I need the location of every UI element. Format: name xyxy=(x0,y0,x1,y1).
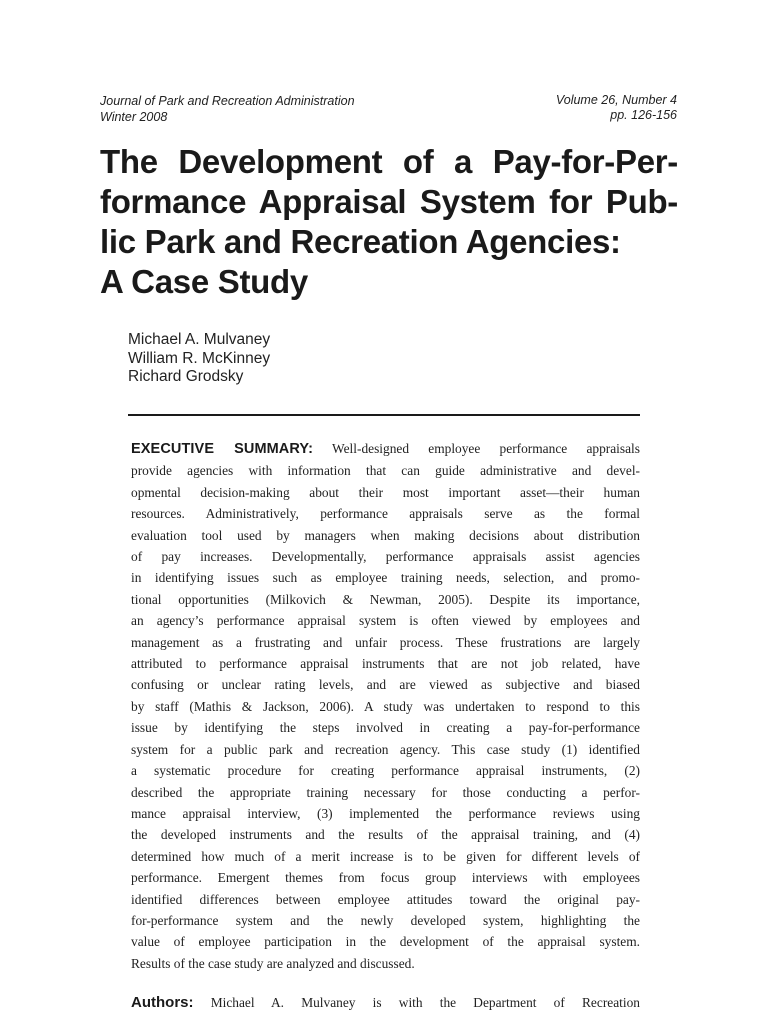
journal-season: Winter 2008 xyxy=(100,110,168,124)
volume-number: Volume 26, Number 4 xyxy=(555,93,677,107)
abstract-line: confusing or unclear rating levels, and are viewed as subjective and biased xyxy=(131,677,640,693)
abstract-line: attributed to performance appraisal instruments that are not job related, have xyxy=(131,656,640,672)
author-name: Richard Grodsky xyxy=(128,368,244,385)
authors-note-line xyxy=(131,992,640,1013)
abstract-line: opmental decision-making about their most important asset—their human xyxy=(131,484,640,500)
journal-info xyxy=(100,93,355,125)
abstract-line: Results of the case study are analyzed and discussed. xyxy=(131,955,415,971)
abstract-line xyxy=(131,438,640,460)
abstract-line: described the appropriate training necessary for those conducting a perfor- xyxy=(131,784,640,800)
title-line: formance Appraisal System for Pub- xyxy=(100,183,678,220)
section-divider xyxy=(128,414,640,416)
journal-name: Journal of Park and Recreation Administration xyxy=(100,94,355,108)
issue-info xyxy=(556,93,677,122)
abstract-line: management as a frustrating and unfair process. These frustrations are largely xyxy=(131,634,640,650)
authors-note xyxy=(131,992,640,1013)
abstract-line: in identifying issues such as employee training needs, selection, and promo- xyxy=(131,570,640,586)
authors-note-heading: Authors: xyxy=(131,994,194,1011)
abstract-line: issue by identifying the steps involved in creating a pay-for-performance xyxy=(131,720,640,736)
abstract-line: performance. Emergent themes from focus group interviews with employees xyxy=(131,870,640,886)
page-range: pp. 126-156 xyxy=(610,107,677,122)
abstract-line: identified differences between employee attitudes toward the original pay- xyxy=(131,891,640,907)
author-name: Michael A. Mulvaney xyxy=(128,331,271,348)
author-name: William R. McKinney xyxy=(128,349,271,367)
title-line: lic Park and Recreation Agencies: xyxy=(100,223,621,260)
authors-note-text: Michael A. Mulvaney is with the Department of Recreation xyxy=(210,995,640,1010)
executive-summary xyxy=(131,438,640,974)
abstract-line: determined how much of a merit increase is to be given for different levels of xyxy=(131,848,640,864)
abstract-line: mance appraisal interview, (3) implemented the performance reviews using xyxy=(131,805,640,821)
title-line: A Case Study xyxy=(100,263,308,300)
abstract-text: Well-designed employee performance appraisals xyxy=(332,441,640,456)
abstract-line: provide agencies with information that can guide administrative and devel- xyxy=(131,463,640,479)
abstract-line: system for a public park and recreation agency. This case study (1) identified xyxy=(131,741,640,757)
abstract-line: a systematic procedure for creating performance appraisal instruments, (2) xyxy=(131,763,640,779)
abstract-line: tional opportunities (Milkovich & Newman, 2005). Despite its importance, xyxy=(131,591,640,607)
abstract-line: evaluation tool used by managers when making decisions about distribution xyxy=(131,527,640,543)
article-title xyxy=(100,142,678,302)
abstract-line: resources. Administratively, performance appraisals serve as the formal xyxy=(131,506,640,522)
abstract-line: an agency’s performance appraisal system is often viewed by employees and xyxy=(131,613,640,629)
title-line: The Development of a Pay-for-Per- xyxy=(100,143,678,180)
executive-summary-heading: EXECUTIVE SUMMARY: xyxy=(131,441,314,457)
abstract-line: for-performance system and the newly developed system, highlighting the xyxy=(131,912,640,928)
abstract-line: the developed instruments and the results of the appraisal training, and (4) xyxy=(131,827,640,843)
abstract-line: of pay increases. Developmentally, performance appraisals assist agencies xyxy=(131,549,640,565)
abstract-line: value of employee participation in the development of the appraisal system. xyxy=(131,934,640,950)
abstract-line: by staff (Mathis & Jackson, 2006). A study was undertaken to respond to this xyxy=(131,698,640,714)
author-list xyxy=(128,331,270,387)
